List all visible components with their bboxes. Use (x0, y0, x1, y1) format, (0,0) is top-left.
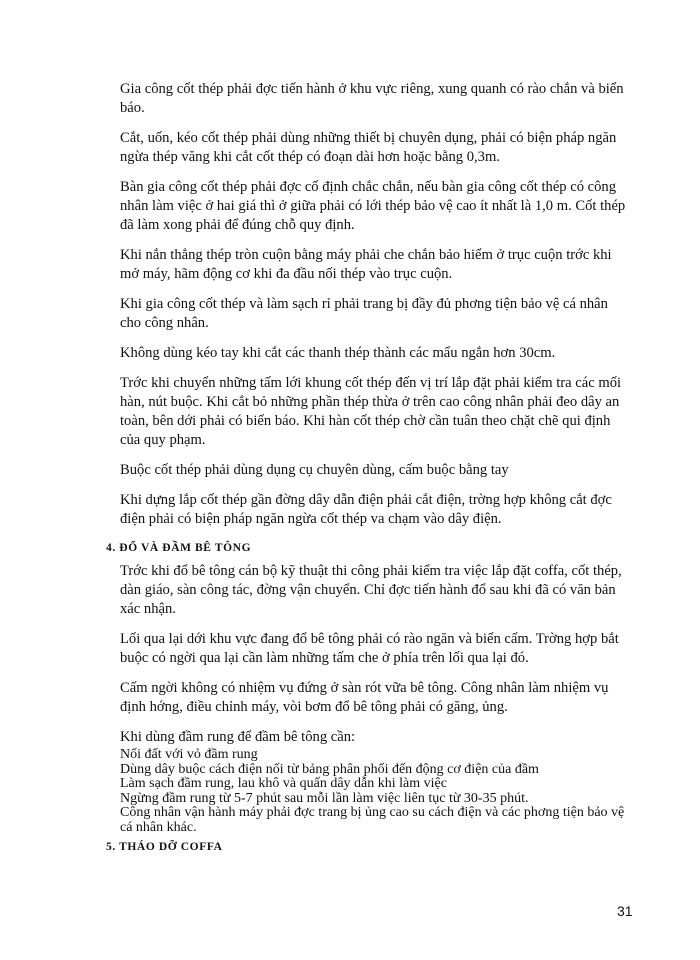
vibrator-lead: Khi dùng đầm rung để đầm bê tông cần: (120, 729, 356, 745)
paragraph: Gia công cốt thép phải đợc tiến hành ở khu vực riêng, xung quanh có rào chắn và biển báo. (120, 81, 624, 116)
list-item: Nối đất với vỏ đầm rung (120, 747, 258, 762)
concrete-pouring-section (120, 562, 630, 717)
paragraph: Buộc cốt thép phải dùng dụng cụ chuyên dùng, cấm buộc bằng tay (120, 462, 509, 478)
page-content (106, 80, 630, 861)
list-item: Làm sạch đầm rung, lau khô và quấn dây dẫn khi làm việc (120, 776, 447, 791)
vibrator-list (120, 748, 630, 835)
list-item: Dùng dây buộc cách điện nối từ bảng phân phối đến động cơ điện của đầm (120, 761, 539, 777)
paragraph: Bàn gia công cốt thép phải đợc cố định chắc chắn, nếu bàn gia công cốt thép có công nhân làm việc ở hai giá thì ở giữa phải có lới thép bảo vệ cao ít nhất là 1,0 m. Cốt thép đã làm xong phải để đúng chỗ quy định. (120, 179, 626, 233)
section-heading-4: 4. ĐỔ VÀ ĐẦM BÊ TÔNG (106, 542, 252, 554)
page-number: 31 (617, 903, 633, 919)
section-heading-5: 5. THÁO DỠ COFFA (106, 841, 223, 853)
paragraph: Trớc khi đổ bê tông cán bộ kỹ thuật thi công phải kiểm tra việc lắp đặt coffa, cốt thép, dàn giáo, sàn công tác, đờng vận chuyển. Chỉ đợc tiến hành đổ sau khi đã có văn bản xác nhận. (120, 563, 622, 617)
list-item: Công nhân vận hành máy phải đợc trang bị ủng cao su cách điện và các phơng tiện bảo vệ cá nhân khác. (120, 805, 625, 835)
rebar-safety-section (120, 80, 630, 529)
paragraph: Cấm ngời không có nhiệm vụ đứng ở sàn rót vữa bê tông. Công nhân làm nhiệm vụ định hớng, điều chỉnh máy, vòi bơm đổ bê tông phải có găng, ủng. (120, 680, 609, 715)
paragraph: Không dùng kéo tay khi cắt các thanh thép thành các mẩu ngắn hơn 30cm. (120, 345, 556, 361)
paragraph: Khi nắn thẳng thép tròn cuộn bằng máy phải che chắn bảo hiểm ở trục cuộn trớc khi mở máy, hãm động cơ khi đa đầu nối thép vào trục cuộn. (120, 247, 612, 282)
paragraph: Khi gia công cốt thép và làm sạch rỉ phải trang bị đầy đủ phơng tiện bảo vệ cá nhân cho công nhân. (120, 296, 608, 331)
paragraph: Trớc khi chuyển những tấm lới khung cốt thép đến vị trí lắp đặt phải kiểm tra các mối hàn, nút buộc. Khi cắt bỏ những phần thép thừa ở trên cao công nhân phải đeo dây an toàn, bên dới phải có biển báo. Khi hàn cốt thép chờ cần tuân theo chặt chẽ qui định của quy phạm. (120, 375, 622, 448)
list-item: Ngừng đầm rung từ 5-7 phút sau mỗi lần làm việc liên tục từ 30-35 phút. (120, 790, 529, 806)
paragraph: Cắt, uốn, kéo cốt thép phải dùng những thiết bị chuyên dụng, phải có biện pháp ngăn ngừa thép văng khi cắt cốt thép có đoạn dài hơn hoặc bằng 0,3m. (120, 130, 617, 165)
paragraph: Khi dựng lắp cốt thép gần đờng dây dẫn điện phải cắt điện, trờng hợp không cắt đợc điện phải có biện pháp ngăn ngừa cốt thép va chạm vào dây điện. (120, 492, 612, 527)
paragraph: Lối qua lại dới khu vực đang đổ bê tông phải có rào ngăn và biển cấm. Trờng hợp bắt buộc có ngời qua lại cần làm những tấm che ở phía trên lối qua lại đó. (120, 631, 619, 666)
